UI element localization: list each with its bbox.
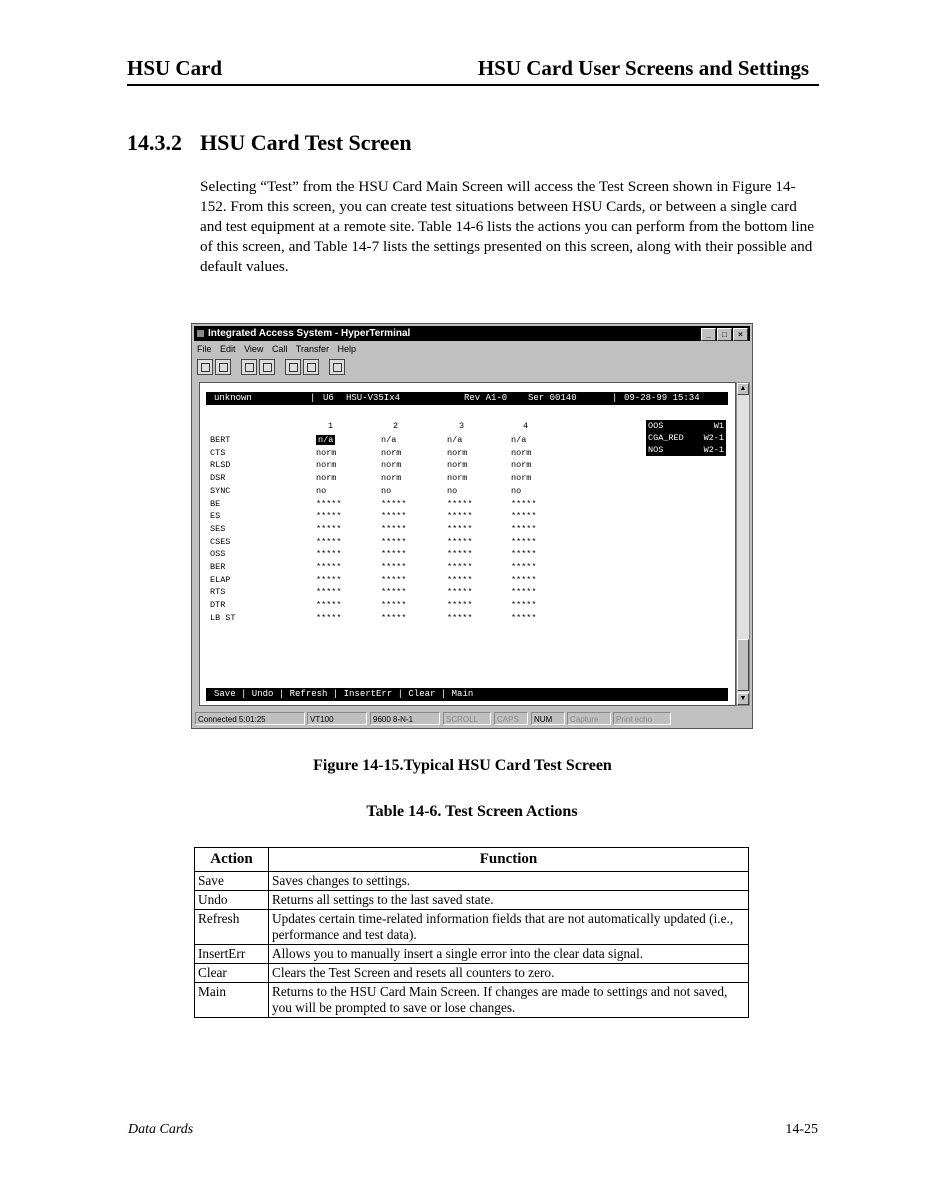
maximize-button[interactable]: □ [717,328,732,341]
row-label: SYNC [210,485,231,496]
setting-cell[interactable]: no [381,485,392,496]
setting-cell[interactable]: ***** [381,511,407,522]
function-cell: Returns all settings to the last saved state. [269,891,749,910]
setting-cell[interactable]: ***** [511,612,537,623]
setting-cell[interactable]: norm [316,460,337,471]
new-connection-icon[interactable] [197,359,213,375]
row-label: RTS [210,587,226,598]
terminal-action-line[interactable]: Save | Undo | Refresh | InsertErr | Clear | Main [206,688,728,701]
setting-cell[interactable]: ***** [511,549,537,560]
hyperterminal-app-icon [197,330,204,337]
table-caption: Table 14-6. Test Screen Actions [366,803,578,820]
minimize-button[interactable]: _ [701,328,716,341]
row-label: BE [210,498,221,509]
table-row [195,983,749,1018]
properties-icon[interactable] [329,359,345,375]
section-number: 14.3.2 [127,130,182,155]
setting-cell[interactable]: norm [447,447,468,458]
alarm-value: W2-1 [703,433,724,443]
menu-view[interactable]: View [244,344,264,354]
menu-file[interactable]: File [197,344,212,354]
scroll-thumb[interactable] [737,639,749,691]
setting-cell[interactable]: ***** [511,511,537,522]
setting-cell[interactable]: norm [316,447,337,458]
receive-icon[interactable] [303,359,319,375]
setting-cell[interactable]: ***** [447,612,473,623]
setting-cell[interactable]: ***** [447,511,473,522]
status-datetime: 09-28-99 15:34 [624,393,700,403]
setting-cell[interactable]: ***** [381,574,407,585]
setting-cell[interactable]: ***** [511,574,537,585]
setting-cell[interactable]: no [447,485,458,496]
row-label: CSES [210,536,231,547]
alarm-indicator [646,444,726,456]
action-cell: Save [195,872,269,891]
figure-caption: Figure 14-15.Typical HSU Card Test Screen [313,757,612,774]
section-heading [127,130,412,156]
function-cell: Clears the Test Screen and resets all counters to zero. [269,964,749,983]
window-controls [700,327,748,342]
statusbar-cell: Connected 5:01:25 [195,712,305,725]
footer-chapter: Data Cards [128,1122,194,1137]
action-cell: Refresh [195,910,269,945]
row-label: ELAP [210,574,231,585]
setting-cell[interactable]: ***** [447,523,473,534]
setting-cell[interactable]: n/a [381,435,397,445]
column-header: 1 [328,421,334,431]
status-version: HSU-V35Ix4 [346,393,401,403]
setting-cell[interactable]: ***** [447,574,473,585]
setting-cell[interactable]: ***** [511,587,537,598]
setting-cell[interactable]: ***** [316,498,342,509]
table-header-action: Action [195,848,269,872]
action-cell: Main [195,983,269,1018]
table-row [195,891,749,910]
setting-cell[interactable]: ***** [381,549,407,560]
close-button[interactable]: × [733,328,748,341]
action-cell: Undo [195,891,269,910]
setting-cell[interactable]: ***** [381,498,407,509]
setting-cell[interactable]: ***** [316,612,342,623]
row-label: RLSD [210,460,231,471]
function-cell: Saves changes to settings. [269,872,749,891]
setting-cell[interactable]: ***** [381,612,407,623]
actions-table [194,847,749,1018]
setting-cell[interactable]: ***** [447,600,473,611]
page-number: 14-25 [785,1122,818,1137]
setting-cell[interactable]: ***** [511,498,537,509]
setting-cell[interactable]: ***** [511,562,537,572]
menu-edit[interactable]: Edit [220,344,236,354]
setting-cell[interactable]: ***** [381,587,407,598]
setting-cell[interactable]: ***** [511,536,537,547]
send-icon[interactable] [285,359,301,375]
statusbar-cell: 9600 8-N-1 [370,712,440,725]
statusbar-cell: CAPS [494,712,528,725]
setting-cell[interactable]: ***** [447,549,473,560]
scroll-down-icon[interactable]: ▼ [737,693,749,705]
setting-cell[interactable]: ***** [316,549,342,560]
function-cell: Returns to the HSU Card Main Screen. If changes are made to settings and not saved, you will be prompted to save or lose changes. [269,983,749,1018]
row-label: DTR [210,600,226,611]
setting-cell[interactable]: ***** [381,523,407,534]
table-row [195,945,749,964]
toolbar [197,359,347,377]
setting-cell[interactable]: n/a [318,435,334,445]
setting-cell[interactable]: no [511,485,522,496]
setting-cell[interactable]: norm [447,473,468,484]
row-label: BER [210,562,226,572]
setting-cell[interactable]: ***** [447,536,473,547]
menu-help[interactable]: Help [337,344,357,354]
alarm-indicator [646,432,726,444]
status-card: U6 [323,393,334,403]
setting-cell[interactable]: norm [316,473,337,484]
window-title: Integrated Access System - HyperTerminal [208,328,411,339]
setting-cell[interactable]: norm [511,473,532,484]
function-cell: Allows you to manually insert a single error into the clear data signal. [269,945,749,964]
alarm-indicator [646,420,726,432]
setting-cell[interactable]: ***** [447,498,473,509]
menu-call[interactable]: Call [271,344,288,354]
row-label: CTS [210,447,226,458]
alarm-name: CGA_RED [648,433,684,443]
terminal-status-line: unknown | U6 HSU-V35Ix4 Rev A1-0 Ser 00140 | 09-28-99 15:34 [206,392,728,405]
action-cell: Clear [195,964,269,983]
section-title: HSU Card Test Screen [200,130,412,155]
terminal-screen[interactable] [199,382,736,706]
window-titlebar [194,326,750,341]
setting-cell[interactable]: ***** [511,600,537,611]
column-header: 2 [393,421,399,431]
connect-icon[interactable] [241,359,257,375]
alarm-value: W1 [713,421,724,431]
status-rev: Rev A1-0 [464,393,508,403]
status-system: unknown [214,393,252,403]
running-head-chapter: HSU Card [127,56,223,80]
setting-cell[interactable]: ***** [316,574,342,585]
statusbar-cell: Capture [567,712,611,725]
running-head-section: HSU Card User Screens and Settings [477,56,809,80]
setting-cell[interactable]: norm [381,460,402,471]
setting-cell[interactable]: n/a [511,435,527,445]
alarm-value: W2-1 [703,445,724,455]
setting-cell[interactable]: ***** [381,536,407,547]
setting-cell[interactable]: ***** [316,587,342,598]
table-header-row [195,848,749,872]
menu-transfer[interactable]: Transfer [295,344,329,354]
setting-cell[interactable]: ***** [511,523,537,534]
vertical-scrollbar[interactable] [736,382,750,706]
column-header: 4 [523,421,529,431]
row-label: LB ST [210,612,236,623]
intro-paragraph: Selecting “Test” from the HSU Card Main Screen will access the Test Screen shown in Figure 14-152. From this screen, you can create test situations between HSU Cards, or between a single card and test equipment at a remote site. Table 14-6 lists the actions you can perform from the bottom line of this screen, and Table 14-7 lists the settings presented on this screen, along with their possible and default values. [200,178,815,275]
open-icon[interactable] [215,359,231,375]
setting-cell[interactable]: norm [511,460,532,471]
row-label: ES [210,511,221,522]
setting-cell[interactable]: ***** [316,600,342,611]
table-row [195,910,749,945]
column-header: 3 [459,421,465,431]
setting-cell[interactable]: norm [511,447,532,458]
row-label: BERT [210,435,231,445]
setting-cell[interactable]: no [316,485,327,496]
statusbar-cell: SCROLL [443,712,491,725]
statusbar-cell: VT100 [307,712,367,725]
setting-cell[interactable]: n/a [447,435,463,445]
setting-cell[interactable]: ***** [381,600,407,611]
alarm-name: NOS [648,445,664,455]
statusbar-cell: Print echo [613,712,671,725]
row-label: DSR [210,473,226,484]
function-cell: Updates certain time-related information fields that are not automatically updated (i.e., performance and test data). [269,910,749,945]
row-label: OSS [210,549,226,560]
setting-cell[interactable]: ***** [316,536,342,547]
setting-cell[interactable]: norm [381,473,402,484]
hyperterminal-window [191,323,753,729]
setting-cell[interactable]: norm [447,460,468,471]
running-head [127,56,819,86]
statusbar-cell: NUM [531,712,565,725]
setting-cell[interactable]: ***** [316,562,342,572]
setting-cell[interactable]: ***** [316,511,342,522]
table-row [195,964,749,983]
setting-cell[interactable]: ***** [447,587,473,598]
disconnect-icon[interactable] [259,359,275,375]
scroll-up-icon[interactable]: ▲ [737,383,749,395]
row-label: SES [210,523,226,534]
action-cell: InsertErr [195,945,269,964]
setting-cell[interactable]: ***** [316,523,342,534]
table-row [195,872,749,891]
alarm-name: OOS [648,421,664,431]
setting-cell[interactable]: ***** [381,562,407,572]
setting-cell[interactable]: ***** [447,562,473,572]
setting-cell[interactable]: norm [381,447,402,458]
table-body [195,872,749,1018]
table-header-function: Function [269,848,749,872]
status-serial: Ser 00140 [528,393,577,403]
menubar [197,343,362,355]
